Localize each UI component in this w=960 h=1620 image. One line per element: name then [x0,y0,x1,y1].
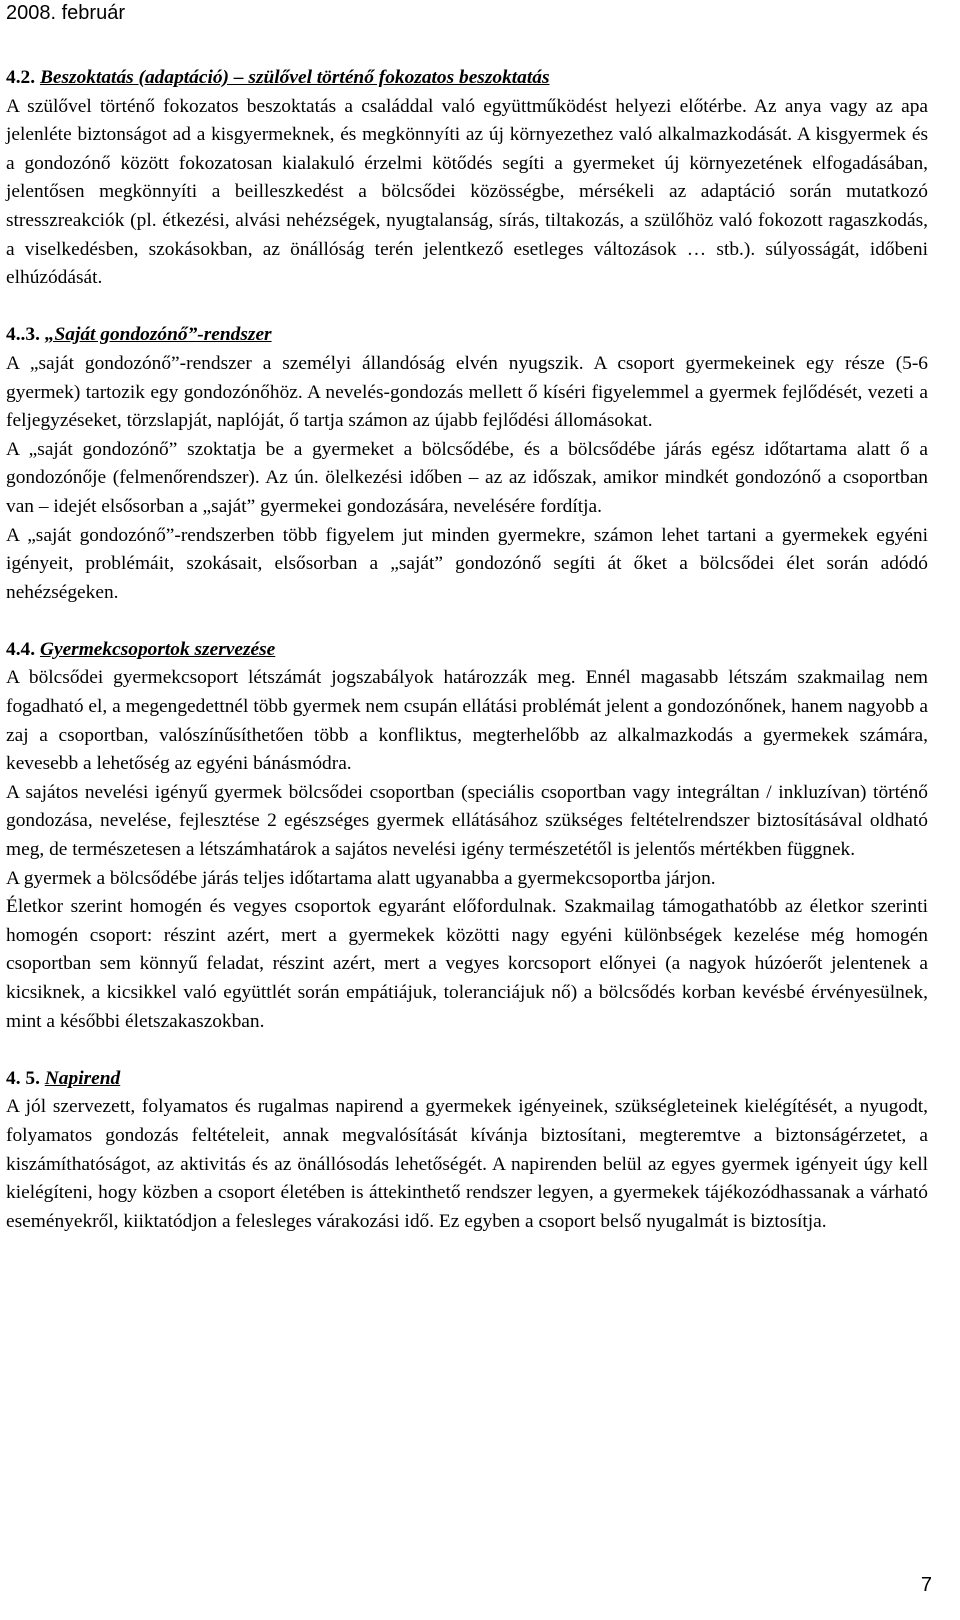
section-napirend [6,1065,928,1237]
section-title: Beszoktatás (adaptáció) – szülővel történő fokozatos beszoktatás [39,67,550,88]
section-beszoktatas [6,64,928,293]
paragraph: Életkor szerint homogén és vegyes csoportok egyaránt előfordulnak. Szakmailag támogathatóbb az életkor szerinti homogén csoport: részint azért, mert a gyermekek közötti nagy egyéni különbségek kezelése még homogén csoportban sem könnyű feladat, részint azért, mert a vegyes korcsoport előnyei (a nagyok húzóerőt jelentenek a kicsiknek, a kicsikkel való együttlét során empátiájuk, toleranciájuk nő) a bölcsődés korban kevésbé érvényesülnek, mint a későbbi életszakaszokban. [6,896,928,1032]
section-number: 4. 5. [6,1067,40,1089]
section-title: Gyermekcsoportok szervezése [39,638,276,660]
section-number: 4..3. [6,324,40,346]
section-gap [6,607,928,636]
paragraph: A „saját gondozónő” szoktatja be a gyermeket a bölcsődébe, és a bölcsődébe járás egész időtartama alatt ő a gondozónője (felmenőrendszer). Az ún. ölelkezési időben – az az időszak, amikor mindkét gondozónő a csoportban van – idejét elsősorban a „saját” gyermekei gondozására, nevelésére fordítja. [6,438,928,517]
section-heading [6,1065,928,1094]
section-heading [6,636,928,665]
paragraph: A szülővel történő fokozatos beszoktatás a családdal való együttműködést helyezi előtérbe. Az anya vagy az apa jelenléte biztonságot ad a kisgyermeknek, és megkönnyíti az új környezethez való alkalmazkodását. A kisgyermek és a gondozónő között fokozatosan kialakuló érzelmi kötődés segíti a gyermeket új környezetének elfogadásában, jelentősen megkönnyíti a beilleszkedést a bölcsődei közösségbe, mérsékeli az adaptáció során mutatkozó stresszreakciók (pl. étkezési, alvási nehézségek, nyugtalanság, sírás, tiltakozás, a szülőhöz való fokozott ragaszkodás, a viselkedésben, szokásokban, az önállóság terén jelentkező esetleges változások … stb.). súlyosságát, időbeni elhúzódását. [6,95,928,289]
paragraph: A gyermek a bölcsődébe járás teljes időtartama alatt ugyanabba a gyermekcsoportba járjon. [6,867,716,889]
section-gap [6,293,928,322]
page-number: 7 [920,1574,932,1596]
document-body [6,64,928,1236]
section-title: „Saját gondozónő”-rendszer [44,324,272,346]
section-gyermekcsoportok [6,636,928,1036]
paragraph: A jól szervezett, folyamatos és rugalmas napirend a gyermekek igényeinek, szükségleteinek kielégítését, a nyugodt, folyamatos gondozás feltételeit, annak megvalósítását kívánja biztosítani, megteremtve a biztonságérzetet, a kiszámíthatóságot, az aktivitás és az önállósodás lehetőségét. A napirenden belül az egyes gyermek igényeit úgy kell kielégíteni, hogy közben a csoport életében is áttekinthető rendszer legyen, a gyermekek tájékozódhassanak a várható eseményekről, kiiktatódjon a felesleges várakozási idő. Ez egyben a csoport belső nyugalmát is biztosítja. [6,1096,928,1232]
section-gap [6,1036,928,1065]
paragraph: A bölcsődei gyermekcsoport létszámát jogszabályok határozzák meg. Ennél magasabb létszám szakmailag nem fogadható el, a megengedettnél több gyermek nem csupán ellátási problémát jelent a gondozónőnek, hanem nagyobb a zaj a csoportban, valószínűsíthetően több a konfliktus, megterhelőbb az alkalmazkodás a gyermekek számára, kevesebb a lehetőség az egyéni bánásmódra. [6,667,928,775]
page-header-date: 2008. február [6,2,125,24]
section-heading [6,64,928,93]
section-number: 4.2. [6,67,36,88]
section-title: Napirend [44,1067,121,1089]
paragraph: A „saját gondozónő”-rendszerben több figyelem jut minden gyermekre, számon lehet tartani a gyermekek egyéni igényeit, problémáit, szokásait, elsősorban a „saját” gondozónő segíti át őket a bölcsődei élet során adódó nehézségeken. [6,524,928,603]
section-sajat-gondozono [6,321,928,607]
paragraph: A „saját gondozónő”-rendszer a személyi állandóság elvén nyugszik. A csoport gyermekeinek egy része (5-6 gyermek) tartozik egy gondozónőhöz. A nevelés-gondozás mellett ő kíséri figyelemmel a gyermek fejlődését, vezeti a feljegyzéseket, törzslapját, naplóját, ő tartja számon az újabb fejlődési állomásokat. [6,352,928,432]
section-heading [6,321,928,350]
section-number: 4.4. [6,638,36,660]
paragraph: A sajátos nevelési igényű gyermek bölcsődei csoportban (speciális csoportban vagy integráltan / inkluzívan) történő gondozása, nevelése, fejlesztése 2 egészséges gyermek ellátásához szükséges feltételrendszer biztosításával oldható meg, de természetesen a létszámhatárok a sajátos nevelési igény természetétől is jelentős mértékben függnek. [6,781,928,861]
